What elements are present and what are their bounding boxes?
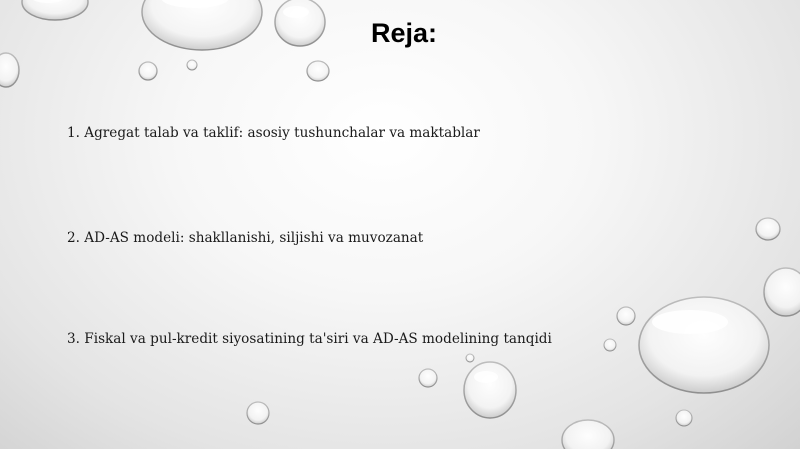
agenda-item-3: 3. Fiskal va pul-kredit siyosatining ta'siri va AD-AS modelining tanqidi: [67, 331, 552, 347]
droplet: [419, 369, 437, 387]
slide-title: Reja:: [370, 18, 438, 48]
droplet: [139, 62, 157, 80]
droplet: [187, 60, 197, 70]
droplet: [756, 218, 780, 240]
droplet: [247, 402, 269, 424]
droplet: [464, 362, 516, 418]
droplet: [639, 297, 769, 393]
agenda-item-1: 1. Agregat talab va taklif: asosiy tushunchalar va maktablar: [67, 125, 480, 141]
droplet: [307, 61, 329, 81]
droplet: [0, 53, 19, 87]
droplet: [617, 307, 635, 325]
agenda-item-2: 2. AD-AS modeli: shakllanishi, siljishi va muvozanat: [67, 230, 424, 246]
droplet: [466, 354, 474, 362]
droplet: [764, 268, 800, 316]
droplet: [562, 420, 614, 449]
droplet: [676, 410, 692, 426]
droplet: [604, 339, 616, 351]
droplet: [22, 0, 88, 20]
